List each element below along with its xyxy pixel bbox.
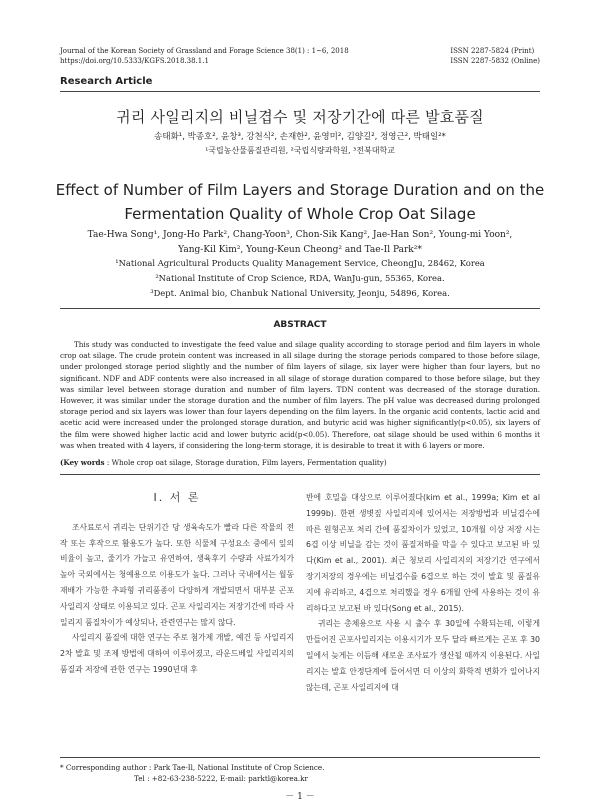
footnote-divider [60,757,540,758]
paragraph: 귀리는 총체용으로 사용 시 출수 후 30일에 수확되는데, 이렇게 만들어진 곤포사일리지는 이용시기가 모두 달라 빠르게는 곤포 후 30일에서 늦게는 이듬해 새로운 조사료가 생산될 때까지 이용된다. 사일리지는 발효 안정단계에 들어서면 더 이상의 화학적 변화가 일어나지 않는데, 곤포 사일리지에 대 [306,619,540,692]
korean-title: 귀리 사일리지의 비닐겹수 및 저장기간에 따른 발효품질 [116,108,484,126]
corresponding-author-footnote [60,762,540,784]
footnote-line2: Tel : +82-63-238-5222, E-mail: parktl@korea.kr [134,774,308,783]
body-left-column [60,490,294,678]
keywords-list: : Whole crop oat silage, Storage duration, Film layers, Fermentation quality) [106,458,387,467]
korean-affiliations: ¹국립농산물품질관리원, ²국립식량과학원, ³전북대학교 [205,146,395,155]
affiliation-2: ²National Institute of Crop Science, RDA, WanJu-gun, 55365, Korea. [155,273,445,283]
abstract-heading: ABSTRACT [273,320,327,330]
english-title-line1: Effect of Number of Film Layers and Storage Duration and on the [55,181,545,199]
abstract-text: This study was conducted to investigate the feed value and silage quality according to storage period and film layers in whole crop oat silage. The crude protein content was increased in all silage during the storage periods compared to those before silage, under prolonged storage period slightly and the number of film layers of silage, six layer were higher than four layers, but no significant. NDF and ADF contents were also increased in all silage of storage duration compared to those before silage, but they was similar level between storage duration and number of film layers. TDN content was decreased of the storage duration. However, it was similar under the storage duration and the number of film layers. The pH value was decreased during prolonged storage period and six layers was lower than four layers depending on the film layers. In the organic acid contents, lactic acid and acetic acid were increased under the prolonged storage duration, and butyric acid was higher significantly(p<0.05), six layers of the film were showed higher lactic acid and lower butyric acid(p<0.05). Therefore, oat silage should be used within 6 months it was when treated with 4 layers, if considering the long-term storage, it is desirable to treat it with 6 layers or more. [60,340,540,450]
page-number: － 1 － [285,792,315,802]
paragraph: 조사료로서 귀리는 단위기간 당 생육속도가 빨라 다른 작물의 전작 또는 후작으로 활용도가 높다. 또한 식물체 구성요소 중에서 잎의 비율이 높고, 줄기가 가늘고 유연하여, 생육후기 수량과 사료가치가 높아 국외에서는 청예용으로 이용도가 높다. 그러나 국내에서는 월동재배가 가능한 추파형 귀리품종이 다양하게 개발되면서 대부분 곤포 사일리지 상태로 이용되고 있다. 곤포 사일리지는 저장기간에 따라 사일리지 품질차이가 예상되나, 관련연구는 많지 않다. [60,522,294,627]
section-title-introduction: Ⅰ. 서 론 [153,491,201,504]
english-authors-line2: Yang-Kil Kim², Young-Keun Cheong² and Tae-Il Park²* [178,245,422,255]
issn-block [450,46,540,66]
journal-name: Journal of the Korean Society of Grassland and Forage Science 38(1) : 1~6, 2018 [60,47,349,55]
keywords [60,458,540,467]
keywords-label: (Key words [60,458,105,467]
english-authors-line1: Tae-Hwa Song¹, Jong-Ho Park², Chang-Yoon³, Chon-Sik Kang², Jae-Han Son², Young-mi Yoon², [87,230,513,240]
affiliation-1: ¹National Agricultural Products Quality Management Service, CheongJu, 28462, Korea [115,258,485,268]
english-title-line2: Fermentation Quality of Whole Crop Oat Silage [124,205,476,223]
article-type-label: Research Article [60,76,153,87]
english-affiliations [0,256,600,301]
doi-link[interactable]: https://doi.org/10.5333/KGFS.2018.38.1.1 [60,57,209,65]
paragraph: 사일리지 품질에 대한 연구는 주로 첨가제 개발, 예건 등 사일리지 2차 발효 및 조제 방법에 대하여 이루어졌고, 라운드베일 사일리지의 품질과 저장에 관한 연구는 1990년대 후 [60,633,294,674]
journal-citation [60,46,349,66]
body-right-column [306,490,540,695]
affiliation-3: ³Dept. Animal bio, Chanbuk National University, Jeonju, 54896, Korea. [150,288,450,298]
paragraph: 반에 호밀을 대상으로 이루어졌다(kim et al., 1999a; Kim et al 1999b). 한편 생볏짚 사일리지에 있어서는 저장방법과 비닐겹수에 따른 원형곤포 처리 간에 품질차이가 있었고, 10개월 이상 저장 시는 6겹 이상 비닐을 감는 것이 품질저하를 막을 수 있다고 보고된 바 있다(Kim et al., 2001). 최근 청보리 사일리지의 저장기간 연구에서 장기저장의 경우에는 비닐겹수를 6겹으로 하는 것이 발효 및 품질유지에 유리하고, 4겹으로 처리했을 경우 6개월 안에 사용하는 것이 유리하다고 보고된 바 있다(Song et al., 2015). [306,493,540,613]
korean-authors: 송태화¹, 박종호², 윤창³, 강천식², 손재한², 윤영미², 김양길², 정영근², 박태일²* [154,132,446,142]
header-divider [60,91,540,92]
issn-print: ISSN 2287-5824 (Print) [450,47,535,55]
footnote-line1: * Corresponding author : Park Tae-Il, National Institute of Crop Science. [60,763,325,772]
issn-online: ISSN 2287-5832 (Online) [450,57,540,65]
english-title [0,178,600,226]
english-authors [0,228,600,258]
abstract-bottom-divider [60,474,540,475]
abstract-top-divider [60,308,540,309]
